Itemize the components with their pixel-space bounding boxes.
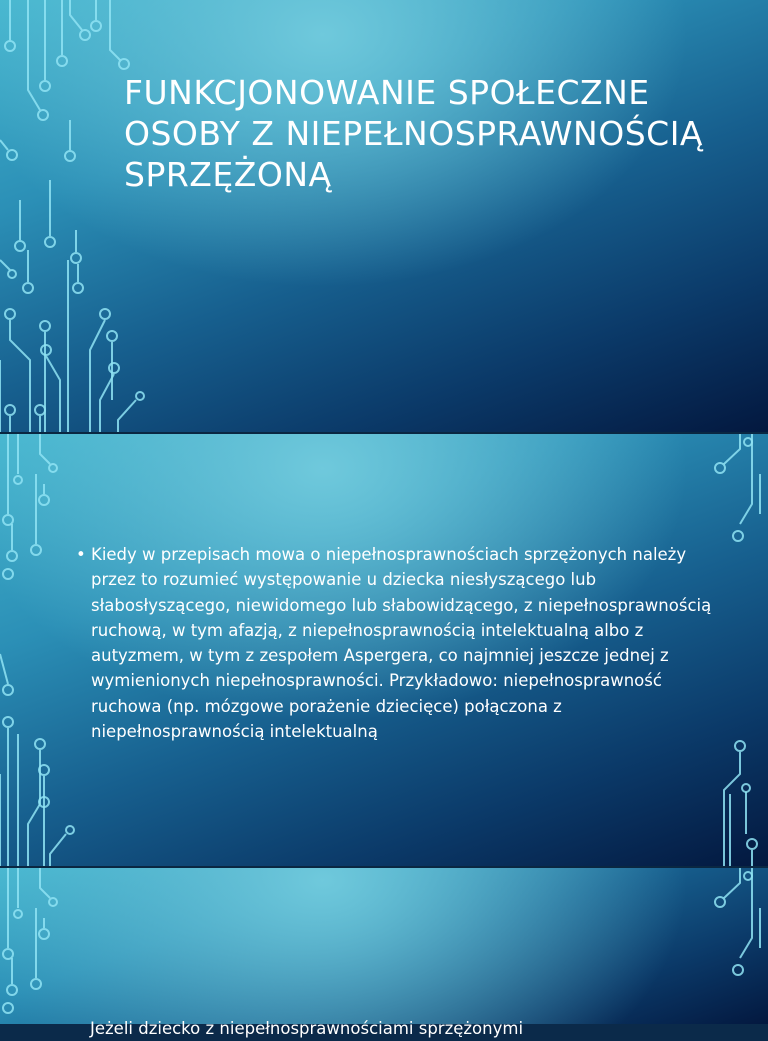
bullet-item (76, 542, 716, 744)
slide-3 (0, 868, 768, 1038)
slide-1 (0, 0, 768, 432)
bullet-text: Kiedy w przepisach mowa o niepełnosprawnościach sprzężonych należy przez to rozumieć występowanie u dziecka niesłyszącego lub słabosłyszącego, niewidomego lub słabowidzącego, z niepełnosprawnością ruchową, w tym afazją, z niepełnosprawnością intelektualną albo z autyzmem, w tym z zespołem Aspergera, co najmniej jeszcze jednej z wymienionych niepełnosprawności. Przykładowo: niepełnosprawność ruchowa (np. mózgowe porażenie dziecięce) połączona z niepełnosprawnością intelektualną (91, 545, 712, 742)
slide-2 (0, 434, 768, 866)
circuit-decoration-right (700, 868, 768, 1024)
circuit-decoration-left (0, 0, 150, 432)
slide-title: FUNKCJONOWANIE SPOŁECZNE OSOBY Z NIEPEŁNOSPRAWNOŚCIĄ SPRZĘŻONĄ (124, 73, 703, 194)
partial-bullet-text: Jeżeli dziecko z niepełnosprawnościami sprzężonymi (90, 1019, 524, 1038)
circuit-decoration-left (0, 868, 100, 1024)
bullet-dot: • (76, 545, 86, 564)
bullet-list (76, 542, 716, 744)
